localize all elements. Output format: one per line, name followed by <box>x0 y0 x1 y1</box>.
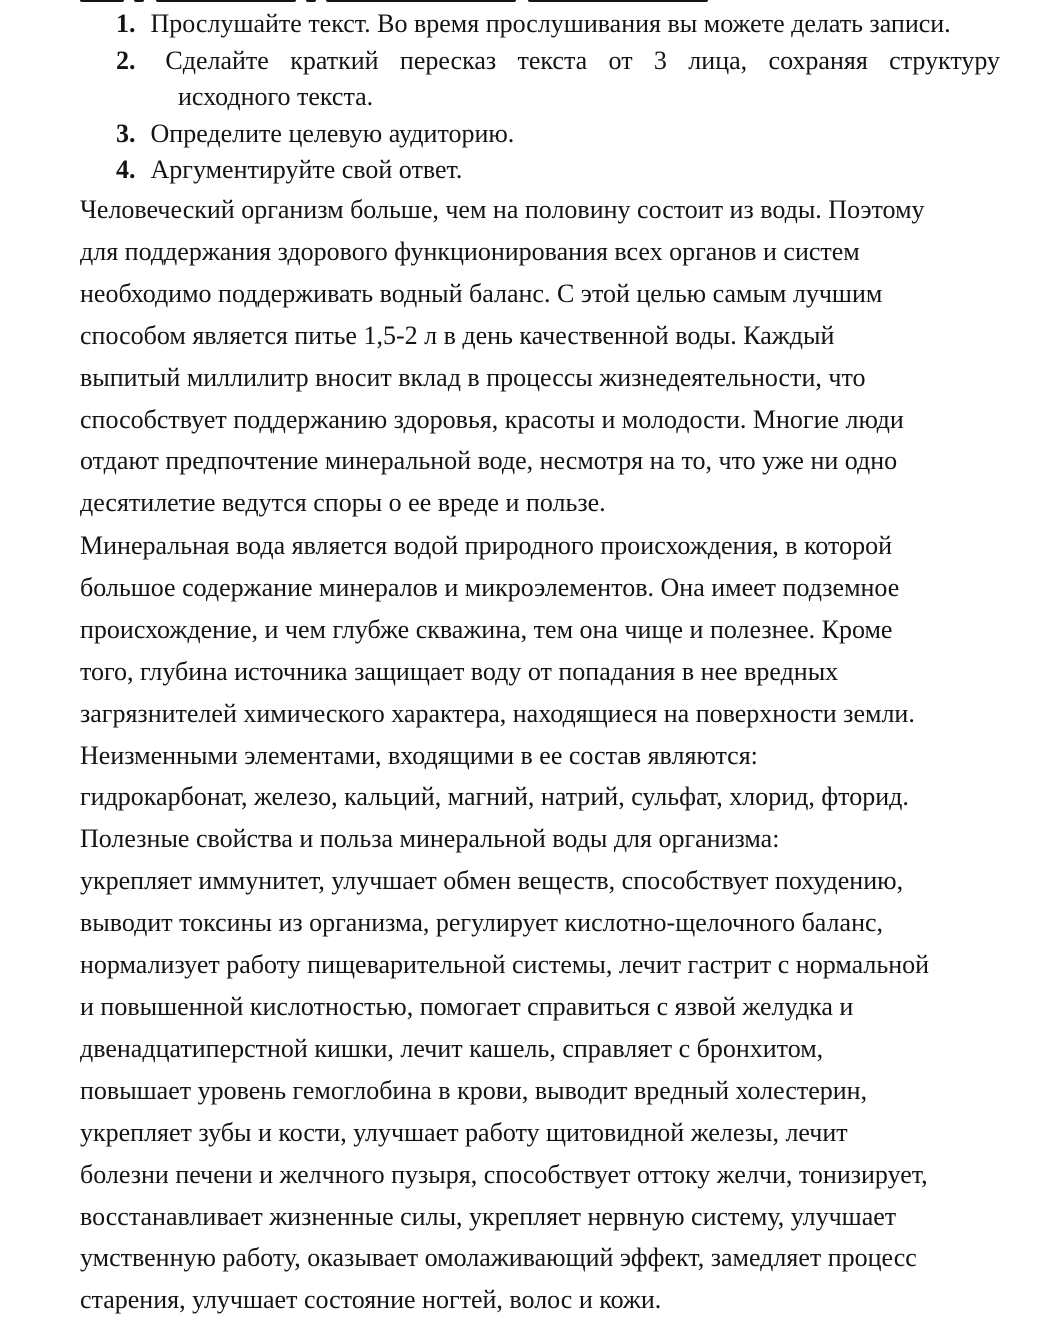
text-line: выпитый миллилитр вносит вклад в процессы жизнедеятельности, что <box>80 362 866 392</box>
text-line: гидрокарбонат, железо, кальций, магний, натрий, сульфат, хлорид, фторид. <box>80 782 909 812</box>
task-number: 4. <box>116 155 136 184</box>
text-line: необходимо поддерживать водный баланс. С этой целью самым лучшим <box>80 278 883 308</box>
text-line: выводит токсины из организма, регулирует кислотно-щелочного баланс, <box>80 908 884 938</box>
text-line: болезни печени и желчного пузыря, способствует оттоку желчи, тонизирует, <box>80 1159 928 1189</box>
task-item-2 <box>116 43 1000 80</box>
text-line: Человеческий организм больше, чем на половину состоит из воды. Поэтому <box>80 195 925 224</box>
text-line: восстанавливает жизненные силы, укрепляет нервную систему, улучшает <box>80 1201 897 1231</box>
text-line: десятилетие ведутся споры о ее вреде и пользе. <box>80 488 606 518</box>
text-line: Неизменными элементами, входящими в ее состав являются: <box>80 740 758 770</box>
task-number: 2. <box>116 45 136 75</box>
task-item-2-continuation <box>116 79 1000 116</box>
text-line: способом является питье 1,5-2 л в день качественной воды. Каждый <box>80 320 835 350</box>
task-text-continuation: исходного текста. <box>178 82 374 111</box>
text-line: повышает уровень гемоглобина в крови, выводит вредный холестерин, <box>80 1075 868 1105</box>
text-line: укрепляет зубы и кости, улучшает работу щитовидной железы, лечит <box>80 1117 848 1147</box>
text-line: двенадцатиперстной кишки, лечит кашель, справляет с бронхитом, <box>80 1033 824 1063</box>
text-line: того, глубина источника защищает воду от попадания в нее вредных <box>80 656 839 686</box>
paragraph-mineral-water <box>80 525 1010 1321</box>
text-line: Полезные свойства и польза минеральной воды для организма: <box>80 824 780 854</box>
task-item-1 <box>116 6 1000 43</box>
text-line: нормализует работу пищеварительной системы, лечит гастрит с нормальной <box>80 950 930 980</box>
text-line: для поддержания здорового функционирования всех органов и систем <box>80 236 860 266</box>
text-line: способствует поддержанию здоровья, красоты и молодости. Многие люди <box>80 404 904 434</box>
text-line: происхождение, и чем глубже скважина, тем она чище и полезнее. Кроме <box>80 614 893 644</box>
task-item-3 <box>116 116 1000 153</box>
task-number: 3. <box>116 118 136 148</box>
text-line: и повышенной кислотностью, помогает справиться с язвой желудка и <box>80 991 854 1021</box>
paragraph-intro <box>80 189 1010 524</box>
task-list <box>116 6 1000 189</box>
clipped-header-remnant <box>80 0 780 4</box>
text-line: большое содержание минералов и микроэлементов. Она имеет подземное <box>80 572 900 602</box>
text-line: отдают предпочтение минеральной воде, несмотря на то, что уже ни одно <box>80 446 898 476</box>
task-text: Аргументируйте свой ответ. <box>150 155 463 184</box>
task-number: 1. <box>116 9 136 38</box>
task-item-4 <box>116 152 1000 189</box>
task-text: Определите целевую аудиторию. <box>150 118 515 148</box>
text-line: загрязнителей химического характера, находящиеся на поверхности земли. <box>80 698 915 728</box>
task-text: Сделайте краткий пересказ текста от 3 лица, сохраняя структуру <box>165 45 1001 75</box>
task-text: Прослушайте текст. Во время прослушивания вы можете делать записи. <box>150 9 951 38</box>
text-line: умственную работу, оказывает омолаживающий эффект, замедляет процесс <box>80 1243 917 1273</box>
text-line: укрепляет иммунитет, улучшает обмен веществ, способствует похудению, <box>80 866 904 896</box>
text-line: старения, улучшает состояние ногтей, волос и кожи. <box>80 1285 662 1315</box>
text-line: Минеральная вода является водой природного происхождения, в которой <box>80 531 892 560</box>
